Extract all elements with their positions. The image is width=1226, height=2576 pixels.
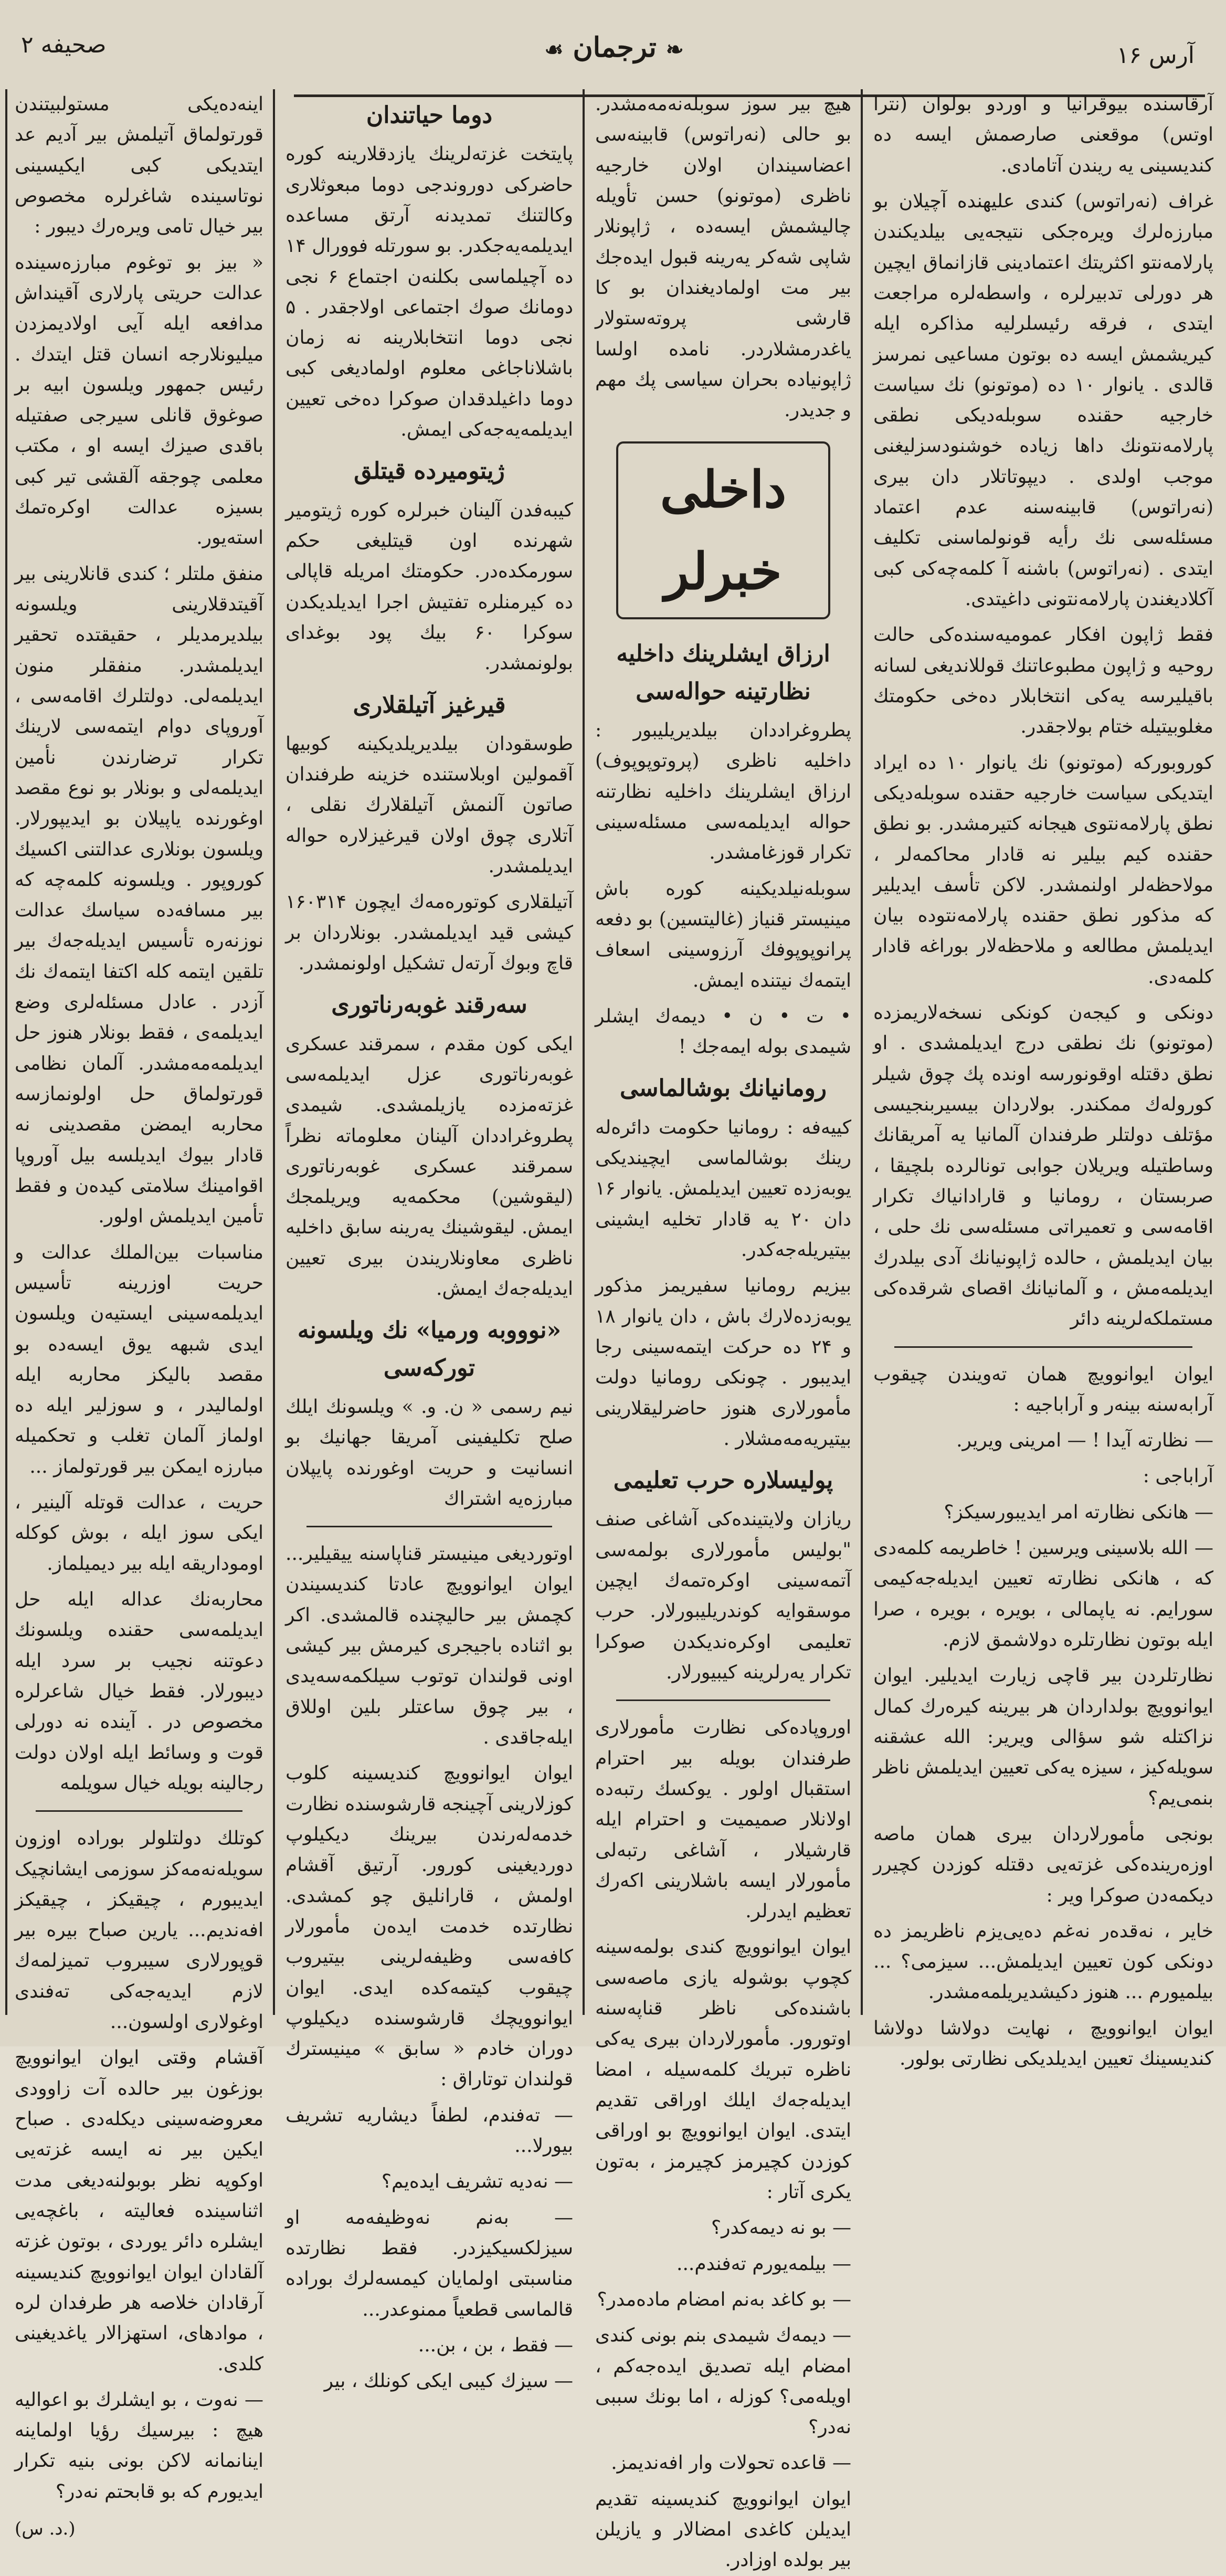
article-paragraph: منفق ملتلر ؛ کندی قانلارینی بیر آقیتدقلارینی ویلسونه بیلدیرمدیلر ، حقیقتده تحقیر ایدیلمشدر. منفقلر منون ایدیلمه‌لی. دولتلرك اقامه‌سی ، آوروپای دوام ایتمه‌سی لارینك تکرار ترضارندن نأمین ایدیلمه‌لی و بونلار بو نوع مقصد اوغورنده یاپیلان بو ایدیپورلار. ویلسون بونلاری عدالتنی اکسیك کوروپور . ویلسونه کلمه‌چه که بیر مسافه‌ده سیاسك عدالت نوزنه‌ره تأسیس ایدیله‌جه‌ك بیر تلقین ایتمه کله اکتفا ایتمه‌ك نك آزدر . عادل مسئله‌لری وضع ایدیلمه‌ی ، فقط بونلار هنوز حل ایدیلمه‌مه‌مشدر. آلمان نظامی قورتولماق حل اولونمازسه محاربه ایمضن مقصدینی نه قادار بیوك ایدیلسه بیل آوروپا اقوامینك سلامتی کیده‌ن و فقط تأمین ایدیلمش اولور. — [15, 563, 263, 1228]
ornament-flourish-icon: ☙ — [544, 37, 564, 62]
article-heading: «نوووبه ورمیا» نك ویلسونه تورکه‌سی — [297, 1317, 562, 1381]
article-paragraph: — بو نه دیمه‌کدر؟ — [711, 2217, 851, 2239]
article-paragraph: سوبله‌نیلدیکینه کوره باش مینیستر قنیاز (غالیتسین) بو دفعه پرانوپوپوفك آرزوسینی اسعاف ایتمه‌ك نیتنده ایمش. — [595, 878, 851, 991]
article-paragraph: آتیلقلاری کوتوره‌مه‌ك ایچون ۱۶۰۳۱۴ کیشی قید ایدیلمشدر. بونلاردان بر قاچ وبوك آرته‌ل تشکیل اولونمشدر. — [286, 891, 573, 974]
article-paragraph: کیبه‌فدن آلینان خبرلره کوره ژیتومیر شهرنده اون قیتلیغی حکم سورمکده‌در. حکومتك امریله قاپالی ده کیرمنلره تفتیش اجرا ایدیلدیکدن سوکرا ۶۰ بیك پود بوغدای بولونمشدر. — [286, 499, 573, 674]
article-paragraph: « بیز بو توغوم مبارزه‌سینده عدالت حریتی پارلاری آقینداش مدافعه ایله آیی اولادیمزدن میلیونلارجه انسان قتل ایتدك . رئیس جمهور ویلسون ابیه بر صوغوق قانلی سیرجی صفتیله باقدی صیزك ایسه او ، مکتب معلمی چوجقه آلقشی تیر کبی بسیزه عدالت اوکره‌تمك استه‌یور. — [15, 251, 263, 549]
article-paragraph: کییه‌فه : رومانیا حکومت دائره‌له رینك بوشالماسی ایچیندیکی یوبه‌زده تعیین ایدیلمش. یانوار ۱۶ دان ۲۰ یه قادار تخلیه ایشینی بیتیریله‌جه‌کدر. — [595, 1116, 851, 1261]
article-paragraph: — فقط ، بن ، بن... — [418, 2334, 573, 2356]
article-paragraph: ایوان ایوانوویچ همان ته‌ویندن چیقوب آرابه‌سنه بینه‌ر و آراباجیه : — [873, 1363, 1213, 1416]
section-divider — [894, 1346, 1192, 1348]
page-number: صحیفه ۲ — [21, 31, 107, 58]
article-paragraph: — نظارته آیدا ! — امرینی ویریر. — [956, 1430, 1213, 1452]
article-paragraph: آراباجی : — [1143, 1465, 1213, 1487]
article-paragraph: — ته‌فندم، لطفاً دیشاریه تشریف بیورلا... — [286, 2104, 573, 2157]
article-paragraph: — بو کاغد به‌نم امضام ماده‌مدر؟ — [597, 2288, 851, 2310]
article-paragraph: ایکی کون مقدم ، سمرقند عسکری غوبه‌رناتوری عزل ایدیلمه‌سی غزته‌مزده یازیلمشدی. شیمدی پطروغراددان آلینان معلوماته نظراً سمرقند عسکری غوبه‌رناتوری (لیقوشین) محکمه‌یه ویریلمجك ایمش. لیقوشینك یه‌رینه سابق داخلیه ناظری معاونلاریندن بیری تعیین ایدیله‌جه‌ك ایمش. — [286, 1033, 573, 1300]
article-heading: قیرغیز آتیلقلاری — [353, 691, 506, 719]
column-rule — [583, 89, 585, 2015]
column-rule — [273, 89, 275, 2015]
article-paragraph: نظارتلردن بیر قاچی زیارت ایدیلیر. ایوان ایوانوویچ بولداردان هر بیرینه کیره‌رك کمال نزاکتله شو سؤالی ویریر: الله عشقنه سویله‌کیز ، سیزه یه‌کی تعیین ایدیلمش ناظر بنمی‌یم؟ — [873, 1665, 1213, 1809]
masthead-title — [525, 31, 703, 64]
article-paragraph: ریازان ولایتینده‌کی آشاغی صنف "بولیس مأمورلاری بولمه‌سی آتمه‌سینی اوکره‌تمه‌ك ایچین موسقوایه کوندریلیبورلار. حرب تعلیمی اوکره‌ندیکدن صوکرا تکرار یه‌رلرینه کیبیورلار. — [595, 1508, 851, 1683]
article-paragraph: مناسبات بین‌الملك عدالت و حریت اوزرینه تأسیس ایدیلمه‌سینی ایستیه‌ن ویلسون ایدی شبهه یوق ایسه‌ده بو مقصد بالیکز محاربه ایله اولمالیدر ، و سوزلیر ایله ده اولماز آلمان تغلب و تحکمیله مبارزه ایمکن بیر قورتولماز ... — [15, 1241, 263, 1477]
column-3 — [278, 89, 580, 2392]
article-heading: سه‌رقند غوبه‌رناتوری — [331, 991, 527, 1019]
article-heading: دوما حیاتندان — [366, 102, 493, 129]
article-paragraph: بونجی مأمورلاردان بیری همان ماصه اوزه‌رینده‌کی غزته‌یی دقتله کوزدن کچیرر دیکمه‌دن صوکرا ویر : — [873, 1823, 1213, 1906]
article-paragraph: — بیلمه‌یورم ته‌فندم... — [677, 2253, 851, 2275]
article-paragraph: ایوان ایوانوویچ کندیسینه تقدیم ایدیلن کاغدی امضالار و یازیلن بیر بولده اوزادر. — [595, 2488, 851, 2571]
article-paragraph: — الله بلاسینی ویرسین ! خاطریمه کلمه‌دی که ، هانکی نظارته تعیین ایدیله‌جه‌کیمی سورایم. نه یاپمالی ، بویره ، بویره ، صرا ایله بوتون نظارتلره دولاشمق لازم. — [873, 1537, 1213, 1651]
article-paragraph: • ت • ن • دیمه‌ك ایشلر شیمدی بوله ایمه‌جك ! — [595, 1005, 851, 1058]
section-divider — [616, 1699, 830, 1701]
issue-date: آرس ۱۶ — [1116, 42, 1195, 69]
column-rule — [861, 89, 863, 2015]
article-paragraph: پطروغراددان بیلدیریلیبور : داخلیه ناظری (پروتوپوپوف) ارزاق ایشلرینك داخلیه نظارتنه حواله ایدیلمه‌سی مسئله‌سینی تکرار قوزغامشدر. — [595, 720, 851, 864]
article-paragraph: کوتلك دولتلو‌لر بوراده اوزون سویله‌نه‌مه‌کز سوزمی ایشانچیک ایدیبورم ، چیقیکز ، چیقیکز افه‌ندیم... یارین صباح بیره بیر قوپورلاری سیبروب تمیزلمه‌ك لازم ایدیه‌جه‌کی ته‌فندی اوغولاری اولسون... — [15, 1828, 263, 2033]
article-paragraph: آرقاسنده بیوقرانیا و اوردو بولوان (نترا اوتس) موقعنی صارصمش ایسه ده کندیسینی یه ریندن آتامادی. — [873, 93, 1213, 176]
article-paragraph: هیچ بیر سوز سوبله‌نه‌مه‌مشدر. بو حالی (نه‌راتوس) قابینه‌سی اعضاسیندان اولان خارجیه ناظری (موتونو) حسن تأویله چالیشمش ایسه‌ده ، ژاپونلار شاپی شه‌کر یه‌رینه قبول ایده‌جك بیر مت اولمادیغندان بو کا قارشی پروته‌ستولار یاغدرمشلاردر. نامده اولسا ژاپونیاده بحران سیاسی پك مهم و جدیدر. — [595, 93, 851, 421]
article-heading: ارزاق ایشلرینك داخلیه نظارتینه حواله‌سی — [616, 640, 830, 705]
article-paragraph: خایر ، نه‌قده‌ر نه‌غم ده‌یی‌یزم ناظریمز ده دونکی کون تعیین ایدیلمش... سیزمی؟ ... بیلمیورم ... هنوز دکیشدیریلمه‌مشدر. — [873, 1920, 1213, 2003]
article-paragraph: — نه‌دیه تشریف ایده‌یم؟ — [381, 2171, 573, 2193]
article-paragraph: محاربه‌نك عداله ایله حل ایدیلمه‌سی حقنده ویلسونك دعوتنه نجیب بر سرد ایله دیبورلار. فقط خیال شاعرلره مخصوص در . آینده نه دورلی قوت و وسائط ایله اولان دولت رجالینه بویله خیال سویلمه — [15, 1589, 263, 1794]
article-paragraph: ایوان ایوانوویچ کندیسینه کلوب کوزلارینی آچینجه قارشوسنده نظارت خدمه‌له‌رندن بیرینك دیکیلوپ دوردیغینی کورور. آرتیق آقشام اولمش ، قارانلیق چو کمشدی. نظارتده خدمت ایده‌ن مأمورلار کافه‌سی وظیفه‌لرینی بیتیروب چیقوب کیتمه‌کده ایدی. ایوان ایوانوویچك قارشوسنده دیکیلوپ دوران خادم « سابق » مینیسترك قولندان توتاراق : — [286, 1762, 573, 2091]
article-paragraph: — دیمه‌ك شیمدی بنم بونی کندی امضام ایله تصدیق ایده‌جه‌کم ، اویله‌می؟ کوزله ، اما بونك سببی نه‌در؟ — [595, 2325, 851, 2438]
article-paragraph: — قاعده تحولات وار افه‌ندیمز. — [611, 2452, 851, 2474]
article-paragraph: اوتوردیغی مینیستر قناپاسنه ییقیلیر... ایوان ایوانوویچ عادتا کندیسیندن کچمش بیر حالیچنده قالمشدی. اکر بو اثناده باجیجری کیرمش بیر کیشی اونی قولندان توتوب سیلکمه‌سه‌یدی ، بیر چوق ساعتلر بلین اوللاق ایله‌جاقدی . — [286, 1543, 573, 1749]
newspaper-name: ترجمان — [573, 31, 657, 64]
article-paragraph: دونکی و کیجه‌ن کونکی نسخه‌لاریمزده (موتونو) نك نطقی درج ایدیلمشدی . او نطق دقتله اوقونورسه اونده پك چوق شیلر کوروله‌ك ممکندر. بولاردان بیسیربنجیسی مؤتلف دولتلر طرفندان آلمانیا یه آمریقانك وساطتیله ویریلان جوابی تونالرده بلچیقا ، صربستان ، رومانیا و قارادانیاك تکرار اقامه‌سی و تعمیراتی مسئله‌سی نك حلی ، بیان ایدیلمش ، حالده ژاپونیانك آدی بیلدرك ایدیلمه‌مش ، و آلمانیانك اقصای شرقده‌کی مستملکه‌لرینه دائر — [873, 1002, 1213, 1330]
article-heading: رومانیانك بوشالماسی — [619, 1075, 827, 1102]
article-paragraph: اینه‌ده‌یکی مستولبیتندن قورتولماق آتیلمش بیر آدیم عد ایتدیکی کبی ایکیسینی نوتاسینده شاغرلره مخصوص بیر خیال تامی ویره‌رك دیبور : — [15, 93, 263, 238]
section-divider — [36, 1810, 242, 1812]
ornament-flourish-icon: ❧ — [665, 37, 684, 62]
article-paragraph: پایتخت غزته‌لرینك یازدقلارینه کوره حاضرکی دوروندجی دوما مبعوثلاری وکالتنك تمدیدنه آرتق مساعده ایدیلمه‌یه‌جکدر. بو سورتله فوورال ۱۴ ده آچیلماسی بکلنه‌ن اجتماع ۶ نجی دومانك صوك اجتماعی اولاجقدر . ۵ نجی دوما انتخابلارینه نه زمان باشلاناجاغی معلوم اولمادیغی کبی دوما داغیلدقدان صوکرا ده‌خی تعیین ایدیلمه‌یه‌جه‌کی ایمش. — [286, 143, 573, 441]
article-paragraph: ایوان ایوانوویچ ، نهایت دولاشا دولاشا کندیسینك تعیین ایدیلدیکی نظارتی بولور. — [873, 2017, 1213, 2070]
section-divider — [306, 1526, 552, 1527]
article-paragraph: نیم رسمی « ن. و. » ویلسونك ایلك صلح تکلیفینی آمریقا جهانیك بو انسانیت و حریت اوغورنده پایپلان مبارزه‌یه اشتراك — [286, 1396, 573, 1509]
article-heading: پولیسلاره حرب تعلیمی — [613, 1467, 833, 1494]
article-paragraph: طوسقودان بیلدیریلدیکینه کوبیها آقمولین اوبلاستنده خزینه طرفندان صاتون آلنمش آتیلقلارك نقلی ، آتلاری چوق اولان قیرغیزلاره حواله ایدیلمشدر. — [286, 733, 573, 878]
article-heading: ژیتومیرده قیتلق — [354, 458, 505, 485]
article-paragraph: حریت ، عدالت قوتله آلینیر ، ایکی سوز ایله ، بوش کوکله اوموداریقه ایله بیر دیمیلماز. — [15, 1492, 263, 1575]
article-paragraph: — سیزك کیبی ایکی کونلك ، بیر — [324, 2370, 573, 2392]
article-paragraph: — نه‌وت ، بو ایشلرك بو اعوالیه هیچ : بیرسیك رؤیا اولماینه اینانمانه لاکن بونی بنیه تکرار ایدیورم که بو قابحتم نه‌در؟ — [15, 2389, 263, 2503]
article-paragraph: بیزیم رومانیا سفیریمز مذکور یوبه‌زده‌لارك باش ، دان یانوار ۱۸ و ۲۴ ده حرکت ایتمه‌سینی رجا ایدیبور . چونکی رومانیا دولت مأمورلاری هنوز حاضرلیقلارینی بیتیریه‌مه‌مشلار . — [595, 1275, 851, 1450]
author-signature: (د. س.) — [15, 2518, 76, 2540]
article-paragraph: ایوان ایوانوویچ کندی بولمه‌سینه کچوپ بوشوله یازی ماصه‌سی باشنده‌کی ناظر قناپه‌سنه اوتورور. مأمورلاردان بیری یه‌کی ناظره تبریك کلمه‌سیله ، امضا ایدیله‌جه‌ك ایلك اوراقی تقدیم ایتدی. ایوان ایوانوویچ بو اوراقی کوزدن کچیرمز کچیرمز ، به‌تون یکری آتار : — [595, 1936, 851, 2203]
article-paragraph: — به‌نم نه‌وظیفه‌مه او سیزلکسیکیزدر. فقط نظارتده مناسبتی اولمایان کیمسه‌لرك بوراده قالماسی قطعیاً ممنوعدر... — [286, 2207, 573, 2320]
masthead — [0, 31, 1226, 84]
section-header: داخلی خبرلر — [616, 441, 830, 619]
article-paragraph: کوروبورکه (موتونو) نك یانوار ۱۰ ده ایراد ایتدیکی سیاست خارجیه حقنده سوبله‌دیکی نطق پارلامه‌نتوی هیجانه کتیرمشدر. بو نطق حقنده کیم بیلیر نه قادار محاکمه‌لر ، مولاحظه‌لر اولنمشدر. لاکن تأسف ایدیلیر که مذکور نطق حقنده پارلامه‌نتوده بیان ایدیلمش مطالعه و ملاحظه‌لار بوراغه قادار کلمه‌دی. — [873, 752, 1214, 988]
article-paragraph: غراف (نه‌راتوس) کندی علیهنده آچیلان بو مبارزه‌لرك ویره‌جکی نتیجه‌یی بیلدیکندن پارلامه‌نتو اکثریتك اعتمادینی قازانماق ایچین هر دورلی تدبیرلره ، واسطه‌لره مراجعت ایتدی ، فرقه رئیسلرلیه مذاکره ایله کیریشمش ایسه ده بوتون مساعیی نمرسز قالدی . یانوار ۱۰ ده (موتونو) نك سیاست خارجیه حقنده سوبله‌دیکی نطقی پارلامه‌نتونك داها زیاده خوشنودسزلیغنی موجب اولدی . دیپوتاتلار دان بیری (نه‌راتوس) قابینه‌سنه عدم اعتماد مسئله‌سی نك رأیه قونولماسنی تکلیف ایتدی . (نه‌راتوس) باشنه آ کلمه‌چه‌کی کبی آکلادیغندن پارلامه‌نتونی داغیتدی. — [873, 190, 1213, 610]
article-paragraph: — هانکی نظارته امر ایدیبورسیکز؟ — [944, 1501, 1213, 1523]
column-1 — [866, 89, 1221, 2070]
article-paragraph: آقشام وقتی ایوان ایوانوویچ بوزغون بیر حالده آت زاوودی معروضه‌سینی دیکله‌دی . صباح ایکین بیر نه ایسه غزته‌یی اوکوپه نظر بوبولنه‌دیغی مدت اثناسینده فعالیته ، باغچه‌یی ایشلره دائر یوردی ، بوتون غزته آلقادان ایوان ایوانوویچ کندیسینه آرقادان خلاصه هر طرفدان لره ، موادهای، استهزالار یاغدیغینی کلدی. — [15, 2047, 263, 2375]
article-paragraph: فقط ژاپون افکار عمومیه‌سنده‌کی حالت روحیه و ژاپون مطبوعاتنك قوللانديغی لسانه باقیلیرسه یه‌کی انتخابلار ده‌خی حکومتك مغلوبیتیله ختام بولاجقدر. — [873, 624, 1213, 738]
column-2 — [588, 89, 859, 2571]
article-paragraph: اوروپاده‌کی نظارت مأمورلاری طرفندان بویله بیر احترام استقبال اولور . یوکسك رتبه‌ده اولانلار صمیمیت و احترام ایله قارشیلار ، آشاغی رتبه‌لی مأمورلار ایسه باشلارینی اکه‌رك تعظیم ایدرلر. — [595, 1717, 851, 1923]
column-4 — [7, 89, 271, 2540]
